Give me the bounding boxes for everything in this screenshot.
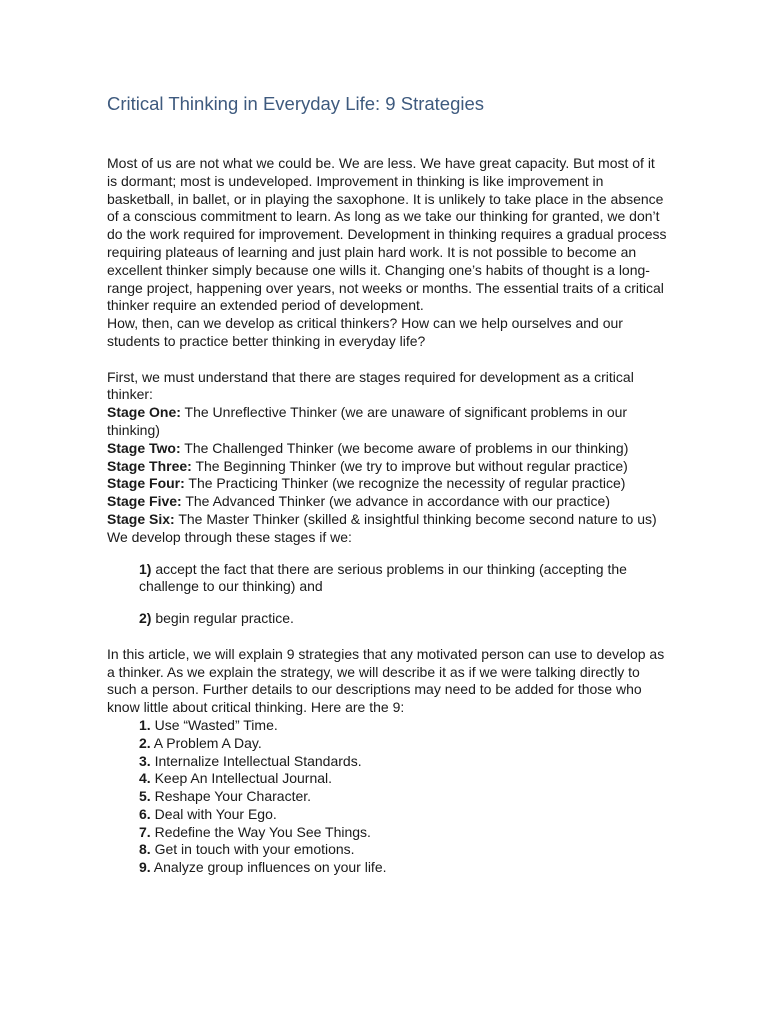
condition-text: accept the fact that there are serious problems in our thinking (accepting the challenge to our thinking) and — [139, 560, 627, 595]
strategy-number: 3. — [139, 752, 151, 769]
strategy-item — [107, 770, 667, 788]
stage-label: Stage Three: — [107, 457, 192, 474]
intro-paragraph: Most of us are not what we could be. We are less. We have great capacity. But most of it is dormant; most is undeveloped. Improvement in thinking is like improvement in basketball, in ballet, or in playing the saxophone. It is unlikely to take place in the absence of a conscious commitment to learn. As long as we take our thinking for granted, we don’t do the work required for improvement. Development in thinking requires a gradual process requiring plateaus of learning and just plain hard work. It is not possible to become an excellent thinker simply because one wills it. Changing one’s habits of thought is a long-range project, happening over years, not weeks or months. The essential traits of a critical thinker require an extended period of development. — [107, 155, 667, 314]
strategy-number: 1. — [139, 716, 151, 733]
stages-list — [107, 404, 667, 529]
condition-item — [107, 610, 667, 628]
condition-item — [107, 561, 667, 597]
stage-label: Stage One: — [107, 404, 181, 421]
article-paragraph: In this article, we will explain 9 strategies that any motivated person can use to develop as a thinker. As we explain the strategy, we will describe it as if we were talking directly to such a person. Further details to our descriptions may need to be added for those who know little about critical thinking. Here are the 9: — [107, 645, 665, 716]
stage-text: The Practicing Thinker (we recognize the necessity of regular practice) — [184, 475, 626, 492]
condition-text: begin regular practice. — [151, 610, 294, 627]
strategy-number: 8. — [139, 841, 151, 858]
strategy-item — [107, 788, 667, 806]
strategy-number: 7. — [139, 823, 151, 840]
stage-item — [107, 440, 667, 458]
strategy-item — [107, 841, 667, 859]
stage-label: Stage Two: — [107, 439, 181, 456]
strategy-number: 5. — [139, 788, 151, 805]
document-page — [107, 93, 667, 877]
condition-number: 1) — [139, 560, 152, 577]
stage-text: The Advanced Thinker (we advance in accordance with our practice) — [181, 493, 610, 510]
condition-number: 2) — [139, 610, 152, 627]
stage-text: The Challenged Thinker (we become aware of problems in our thinking) — [180, 439, 629, 456]
stage-label: Stage Five: — [107, 493, 182, 510]
stage-item — [107, 511, 667, 529]
stage-item — [107, 475, 667, 493]
strategy-number: 4. — [139, 770, 151, 787]
stage-text: The Unreflective Thinker (we are unaware of significant problems in our thinking) — [107, 404, 628, 438]
stage-text: The Master Thinker (skilled & insightful thinking become second nature to us) — [174, 510, 657, 527]
strategy-number: 9. — [139, 859, 151, 876]
strategy-text: Keep An Intellectual Journal. — [150, 770, 333, 787]
stage-item — [107, 404, 667, 440]
strategy-text: Use “Wasted” Time. — [150, 716, 278, 733]
strategy-text: Get in touch with your emotions. — [150, 841, 355, 858]
strategy-text: Reshape Your Character. — [150, 788, 312, 805]
strategy-item — [107, 806, 667, 824]
strategy-item — [107, 717, 667, 735]
strategy-item — [107, 753, 667, 771]
spacer — [107, 351, 667, 369]
strategy-text: Redefine the Way You See Things. — [150, 823, 371, 840]
stage-item — [107, 493, 667, 511]
conditions-list — [107, 561, 667, 628]
strategy-text: Internalize Intellectual Standards. — [150, 752, 362, 769]
strategy-item — [107, 859, 667, 877]
stage-label: Stage Six: — [107, 510, 175, 527]
stage-item — [107, 458, 667, 476]
page-title: Critical Thinking in Everyday Life: 9 Strategies — [107, 93, 485, 114]
strategy-item — [107, 824, 667, 842]
stage-text: The Beginning Thinker (we try to improve but without regular practice) — [191, 457, 628, 474]
develop-intro: We develop through these stages if we: — [107, 528, 352, 545]
stage-label: Stage Four: — [107, 475, 185, 492]
strategy-item — [107, 735, 667, 753]
strategy-number: 2. — [139, 734, 151, 751]
spacer — [107, 628, 667, 646]
strategies-list — [107, 717, 667, 877]
strategy-text: Deal with Your Ego. — [150, 805, 277, 822]
question-paragraph: How, then, can we develop as critical thinkers? How can we help ourselves and our students to practice better thinking in everyday life? — [107, 315, 623, 349]
stages-intro: First, we must understand that there are stages required for development as a critical thinker: — [107, 368, 634, 403]
strategy-number: 6. — [139, 805, 151, 822]
strategy-text: Analyze group influences on your life. — [150, 859, 387, 876]
strategy-text: A Problem A Day. — [150, 734, 262, 751]
